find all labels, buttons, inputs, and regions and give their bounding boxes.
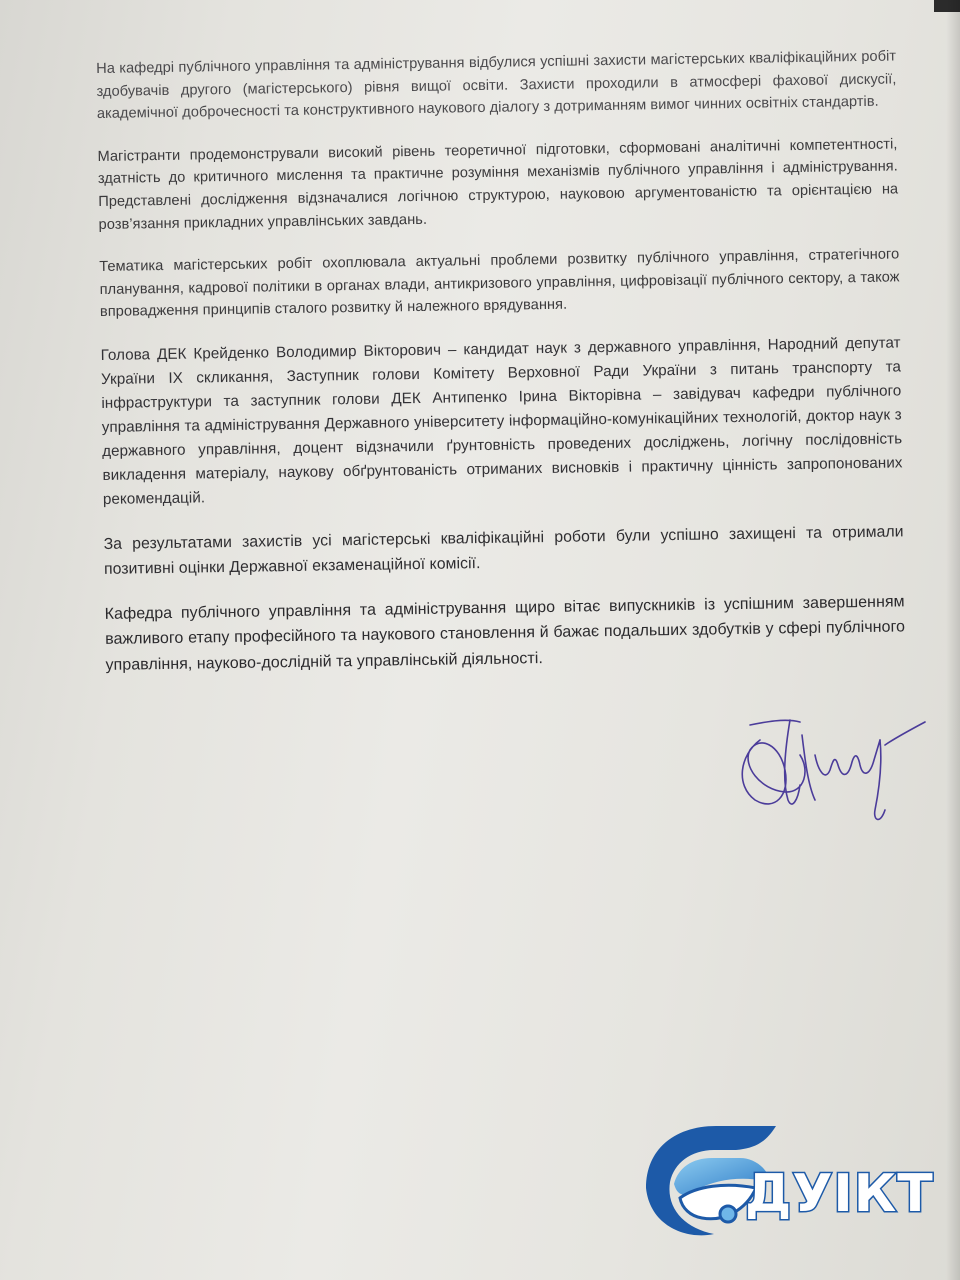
- document-body: [96, 45, 906, 698]
- paragraph-6: Кафедра публічного управління та адміністрування щиро вітає випускників із успішним завершенням важливого етапу професійного та наукового становлення й бажає подальших здобутків у сфері публічного управління, науково-дослідній та управлінській діяльності.: [104, 593, 906, 674]
- paragraph-1: На кафедрі публічного управління та адміністрування відбулися успішні захисти магістерських кваліфікаційних робіт здобувачів другого (магістерського) рівня вищої освіти. Захисти проходили в атмосфері фахової дискусії, академічної доброчесності та конструктивного наукового діалогу з дотриманням вимог чинних освітніх стандартів.: [96, 48, 897, 123]
- handwritten-signature: [730, 700, 930, 830]
- paragraph-5: За результатами захистів усі магістерські кваліфікаційні роботи були успішно захищені та отримали позитивні оцінки Державної екзаменаційної комісії.: [103, 523, 904, 578]
- paragraph-2: Магістранти продемонстрували високий рівень теоретичної підготовки, сформовані аналітичні компетентності, здатність до критичного мислення та практичне розуміння механізмів публічного управління і адміністрування. Представлені дослідження відзначалися логічною структурою, науковою аргументованістю та орієнтацією на розв’язання прикладних управлінських завдань.: [97, 136, 899, 233]
- paragraph-4: Голова ДЕК Крейденко Володимир Вікторович – кандидат наук з державного управління, Народний депутат України IX скликання, Заступник голови Комітету Верховної Ради України з питань транспорту та інфраструктури та заступник голови ДЕК Антипенко Ірина Вікторівна – завідувач кафедри публічного управління та адміністрування Державного університету інформаційно-комунікаційних технологій, доктор наук з державного управління, доцент відзначили ґрунтовність проведених досліджень, логічну послідовність викладення матеріалу, наукову обґрунтованість отриманих висновків і практичну цінність запропонованих рекомендацій.: [100, 334, 903, 508]
- paragraph-3: Тематика магістерських робіт охоплювала актуальні проблеми розвитку публічного управління, стратегічного планування, кадрової політики в органах влади, антикризового управління, цифровізації публічного сектору, а також впровадження принципів сталого розвитку й належного врядування.: [99, 246, 900, 321]
- page-edge-gradient: [946, 0, 960, 1280]
- logo-text: ДУІКТ: [745, 1164, 934, 1224]
